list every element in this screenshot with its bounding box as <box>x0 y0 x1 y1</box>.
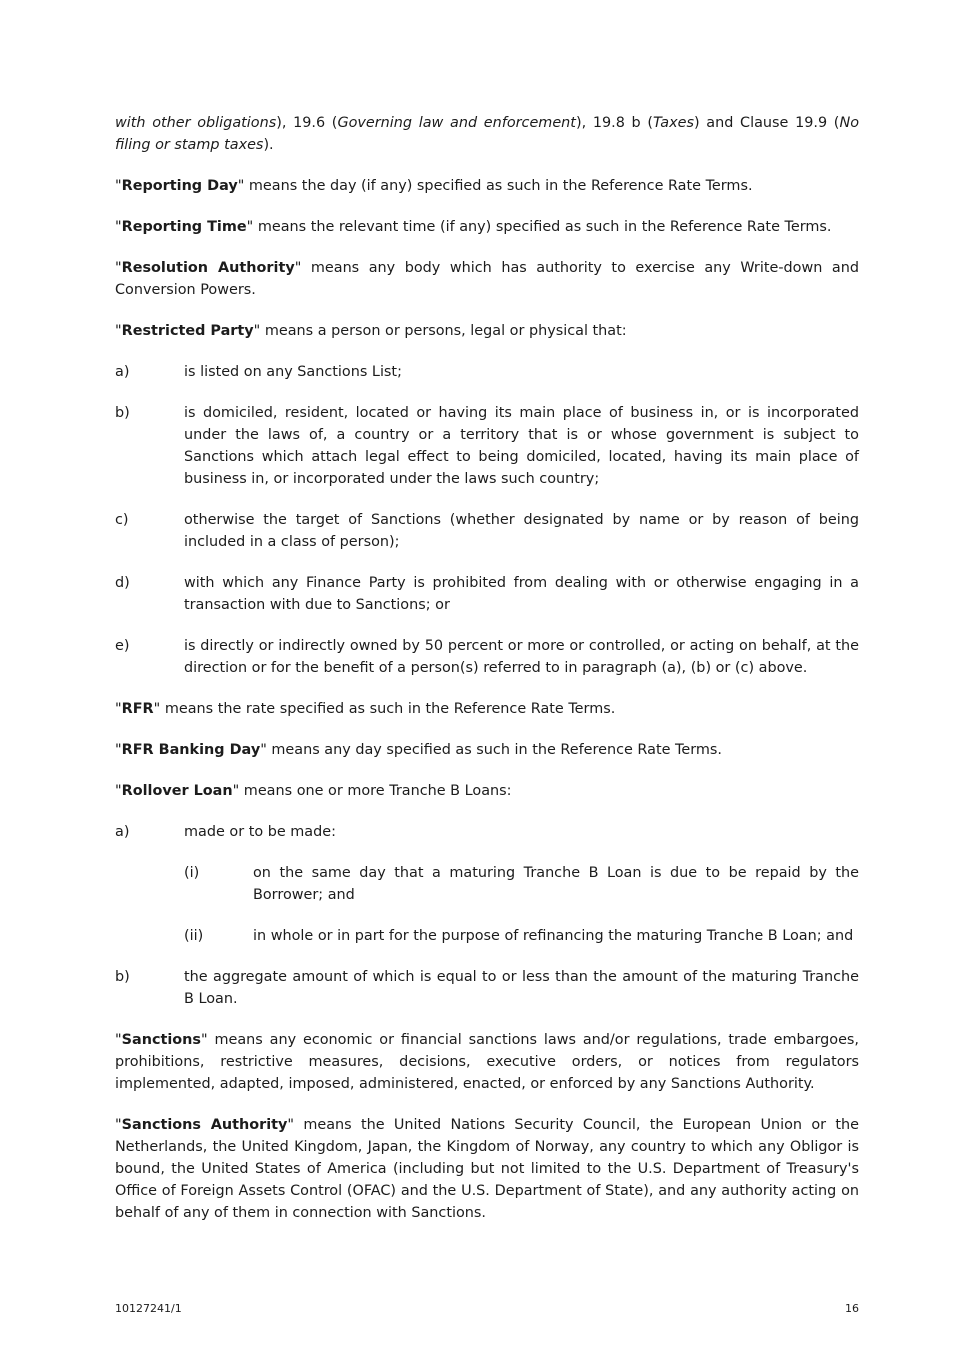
restricted-party-item-d: d) with which any Finance Party is prohibited from dealing with or otherwise engaging in a transaction with due to Sanctions; or <box>115 575 859 613</box>
definition-sanctions: "Sanctions" means any economic or financial sanctions laws and/or regulations, trade embargoes, prohibitions, restrictive measures, decisions, executive orders, or notices from regulators implemented, adapted, imposed, administered, enacted, or enforced by any Sanctions Authority. <box>115 1032 859 1092</box>
page-content <box>115 112 859 1243</box>
restricted-party-item-c: c) otherwise the target of Sanctions (whether designated by name or by reason of being included in a class of person); <box>115 512 859 550</box>
restricted-party-item-e: e) is directly or indirectly owned by 50 percent or more or controlled, or acting on behalf, at the direction or for the benefit of a person(s) referred to in paragraph (a), (b) or (c) above. <box>115 638 859 676</box>
definition-reporting-time: "Reporting Time" means the relevant time (if any) specified as such in the Reference Rate Terms. <box>115 219 832 235</box>
definition-rfr: "RFR" means the rate specified as such in the Reference Rate Terms. <box>115 701 616 717</box>
definition-rollover-loan: "Rollover Loan" means one or more Tranche B Loans: <box>115 783 512 799</box>
definition-resolution-authority: "Resolution Authority" means any body which has authority to exercise any Write-down and Conversion Powers. <box>115 260 859 298</box>
rollover-subitem-i: (i) on the same day that a maturing Tranche B Loan is due to be repaid by the Borrower; and <box>184 865 859 903</box>
footer-doc-reference: 10127241/1 <box>115 1302 182 1315</box>
restricted-party-item-b: b) is domiciled, resident, located or having its main place of business in, or is incorporated under the laws of, a country or a territory that is or whose government is subject to Sanctions which attach legal effect to being domiciled, located, having its main place of business in, or incorporated under the laws such country; <box>115 405 859 487</box>
footer-page-number: 16 <box>845 1302 859 1315</box>
restricted-party-item-a: a) is listed on any Sanctions List; <box>115 364 402 380</box>
intro-paragraph: with other obligations), 19.6 (Governing law and enforcement), 19.8 b (Taxes) and Clause 19.9 (No filing or stamp taxes). <box>115 115 860 153</box>
rollover-item-b: b) the aggregate amount of which is equal to or less than the amount of the maturing Tranche B Loan. <box>115 969 859 1007</box>
definition-reporting-day: "Reporting Day" means the day (if any) specified as such in the Reference Rate Terms. <box>115 178 753 194</box>
definition-rfr-banking-day: "RFR Banking Day" means any day specified as such in the Reference Rate Terms. <box>115 742 722 758</box>
definition-sanctions-authority: "Sanctions Authority" means the United Nations Security Council, the European Union or the Netherlands, the United Kingdom, Japan, the Kingdom of Norway, any country to which any Obligor is bound, the United States of America (including but not limited to the U.S. Department of Treasury's Office of Foreign Assets Control (OFAC) and the U.S. Department of State), and any authority acting on behalf of any of them in connection with Sanctions. <box>115 1117 860 1221</box>
definition-restricted-party: "Restricted Party" means a person or persons, legal or physical that: <box>115 323 627 339</box>
rollover-subitem-ii: (ii) in whole or in part for the purpose of refinancing the maturing Tranche B Loan; and <box>184 928 854 944</box>
rollover-item-a: a) made or to be made: <box>115 824 336 840</box>
